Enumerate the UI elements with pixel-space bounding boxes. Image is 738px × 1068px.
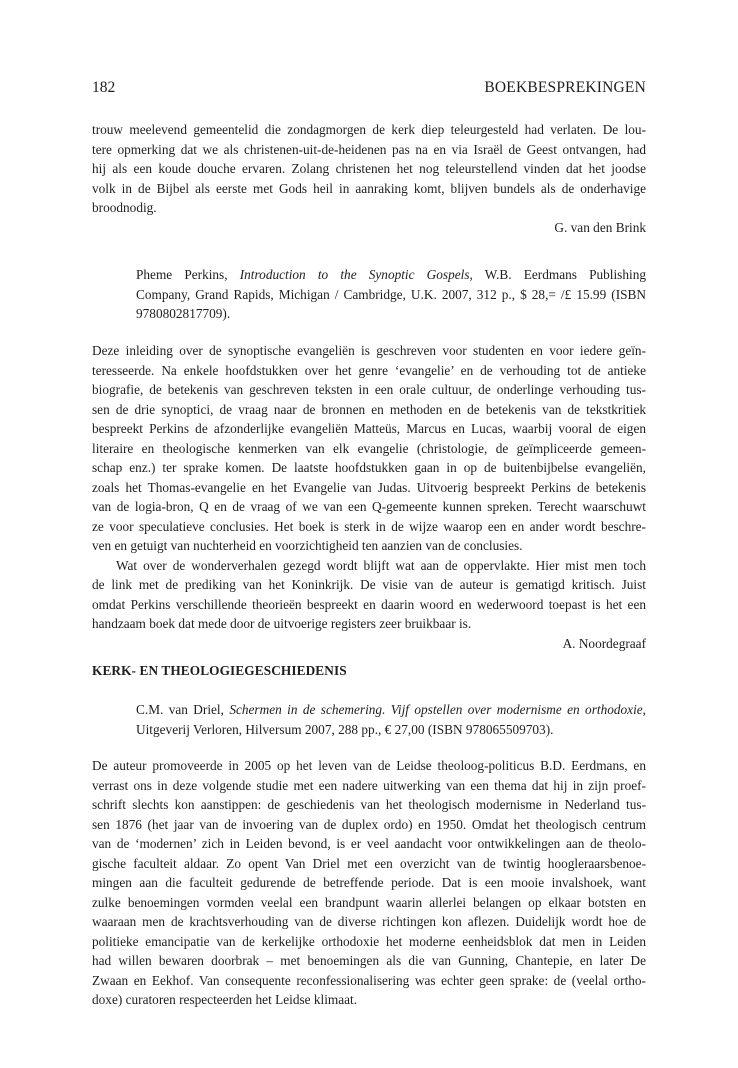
reference-publisher: W.B. Eerdmans Publishing	[472, 267, 646, 282]
text-line: Zwaan en Eekhof. Van consequente reconfessionalisering was echter geen sprake: de (veelal ortho-	[92, 972, 646, 988]
text-line: broodnodig.	[92, 200, 157, 215]
reviewer-signature: G. van den Brink	[554, 219, 646, 235]
reference-line: Uitgeverij Verloren, Hilversum 2007, 288 pp., € 27,00 (ISBN 978065509703).	[136, 721, 554, 737]
review-body	[92, 341, 646, 653]
reference-line	[136, 265, 646, 285]
text-line: volk in de Bijbel als eerste met Gods heil in aanraking komt, blijven bundels als de onderhavige	[92, 180, 646, 196]
text-line: biografie, de betekenis van geschreven teksten in een orale cultuur, de onderlinge verhouding tus-	[92, 382, 646, 397]
text-line: De auteur promoveerde in 2005 op het leven van de Leidse theoloog-politicus B.D. Eerdmans, en	[92, 758, 646, 773]
reference-line	[136, 700, 646, 720]
text-line: ze voor speculatieve conclusies. Het boek is sterk in de wijze waarop een en ander wordt beschre-	[92, 518, 646, 534]
text-line: van de logia-bron, Q en de vraag of we van een Q-gemeente kunnen spreken. Terecht waarschuwt	[92, 499, 646, 514]
text-line: trouw meelevend gemeentelid die zondagmorgen de kerk diep teleurgesteld had verlaten. De lou-	[92, 122, 646, 137]
book-reference	[136, 265, 646, 324]
text-line: bespreekt Perkins de afzonderlijke evangeliën Matteüs, Marcus en Lucas, waarbij vooral de eigen	[92, 421, 646, 436]
reference-author: C.M. van Driel,	[136, 702, 230, 717]
text-line: schap enz.) ter sprake komen. De laatste hoofdstukken gaan in op de buitenbijbelse evangeliën,	[92, 460, 646, 475]
reviewer-signature: A. Noordegraaf	[562, 635, 646, 651]
text-line: mingen aan die faculteit gedurende de betreffende periode. Dat is een mooie invalshoek, want	[92, 875, 646, 890]
text-line: hij als een koude douche ervaren. Zolang christenen het nog teleurstellend vinden dat het joodse	[92, 161, 646, 176]
book-reference	[136, 700, 646, 739]
page-number: 182	[92, 79, 116, 96]
text-line: handzaam boek dat mede door de uitvoerige registers zeer bruikbaar is.	[92, 616, 472, 631]
text-line: Wat over de wonderverhalen gezegd wordt blijft wat aan de oppervlakte. Hier mist men toch	[116, 557, 646, 573]
reference-title: Introduction to the Synoptic Gospels,	[239, 267, 473, 282]
text-line: gische faculteit aldaar. Zo opent Van Driel met een overzicht van de twintig hoogleraarsbenoe-	[92, 855, 646, 871]
text-line: sen de drie synoptici, de vraag naar de bronnen en methoden en de betekenis van de tekstkritiek	[92, 401, 646, 417]
text-line: literaire en theologische kenmerken van elk evangelie (christologie, de geïmpliceerde gemeen-	[92, 440, 646, 456]
reference-title: Schermen in de schemering. Vijf opstellen over modernisme en orthodoxie	[229, 702, 643, 717]
review-continuation	[92, 120, 646, 237]
text-line: sen 1876 (het jaar van de invoering van de duplex ordo) en 1950. Omdat het theologisch centrum	[92, 816, 646, 832]
text-line: tere opmerking dat we als christenen-uit-de-heidenen pas na en via Israël de Geest ontvangen, had	[92, 141, 646, 157]
text-line: teresseerde. Na enkele hoofdstukken over het genre ‘evangelie’ en de verhouding tot de antieke	[92, 362, 646, 378]
text-line: de link met de prediking van het Koninkrijk. De visie van de auteur is gematigd kritisch. Juist	[92, 577, 646, 592]
text-line: Deze inleiding over de synoptische evangeliën is geschreven voor studenten en voor iedere geïn-	[92, 343, 646, 358]
text-line: had willen bewaren doorbrak – met benoemingen als die van Gunning, Chantepie, en later De	[92, 953, 646, 968]
text-line: doxe) curatoren respecteerden het Leidse klimaat.	[92, 992, 358, 1007]
text-line: omdat Perkins verschillende theorieën bespreekt en daarin woord en wederwoord toepast is het een	[92, 596, 646, 612]
text-line: zoals het Thomas-evangelie en het Evangelie van Judas. Uitvoerig bespreekt Perkins de betekenis	[92, 479, 646, 495]
text-line: zulke benoemingen vormden veelal een brandpunt waarin allerlei belangen op elkaar botsten en	[92, 894, 646, 910]
text-line: waaraan men de krachtsverhouding van de diverse richtingen kon aflezen. Duidelijk wordt hoe de	[92, 914, 646, 929]
text-line: politieke emancipatie van de kerkelijke orthodoxie het moderne eenheidsblok dat men in Leiden	[92, 933, 646, 949]
running-title: BOEKBESPREKINGEN	[484, 79, 646, 96]
reference-author: Pheme Perkins,	[136, 267, 240, 282]
text-line: schrift slechts kon aanstippen: de geschiedenis van het theologisch modernisme in Nederland tus-	[92, 797, 646, 812]
review-body	[92, 756, 646, 1010]
text-line: ven en getuigt van nuchterheid en voorzichtigheid ten aanzien van de conclusies.	[92, 538, 523, 553]
text-line: van de ‘modernen’ zich in Leiden bevond, is er veel aandacht voor ontwikkelingen aan de theolo-	[92, 836, 646, 851]
reference-punctuation: ,	[642, 702, 646, 717]
reference-line: 9780802817709).	[136, 306, 231, 321]
section-heading: KERK- EN THEOLOGIEGESCHIEDENIS	[92, 663, 347, 678]
reference-line: Company, Grand Rapids, Michigan / Cambridge, U.K. 2007, 312 p., $ 28,= /£ 15.99 (ISBN	[136, 286, 646, 302]
text-line: verrast ons in deze volgende studie met een nadere uitwerking van een thema dat hij in zijn proef-	[92, 777, 646, 793]
